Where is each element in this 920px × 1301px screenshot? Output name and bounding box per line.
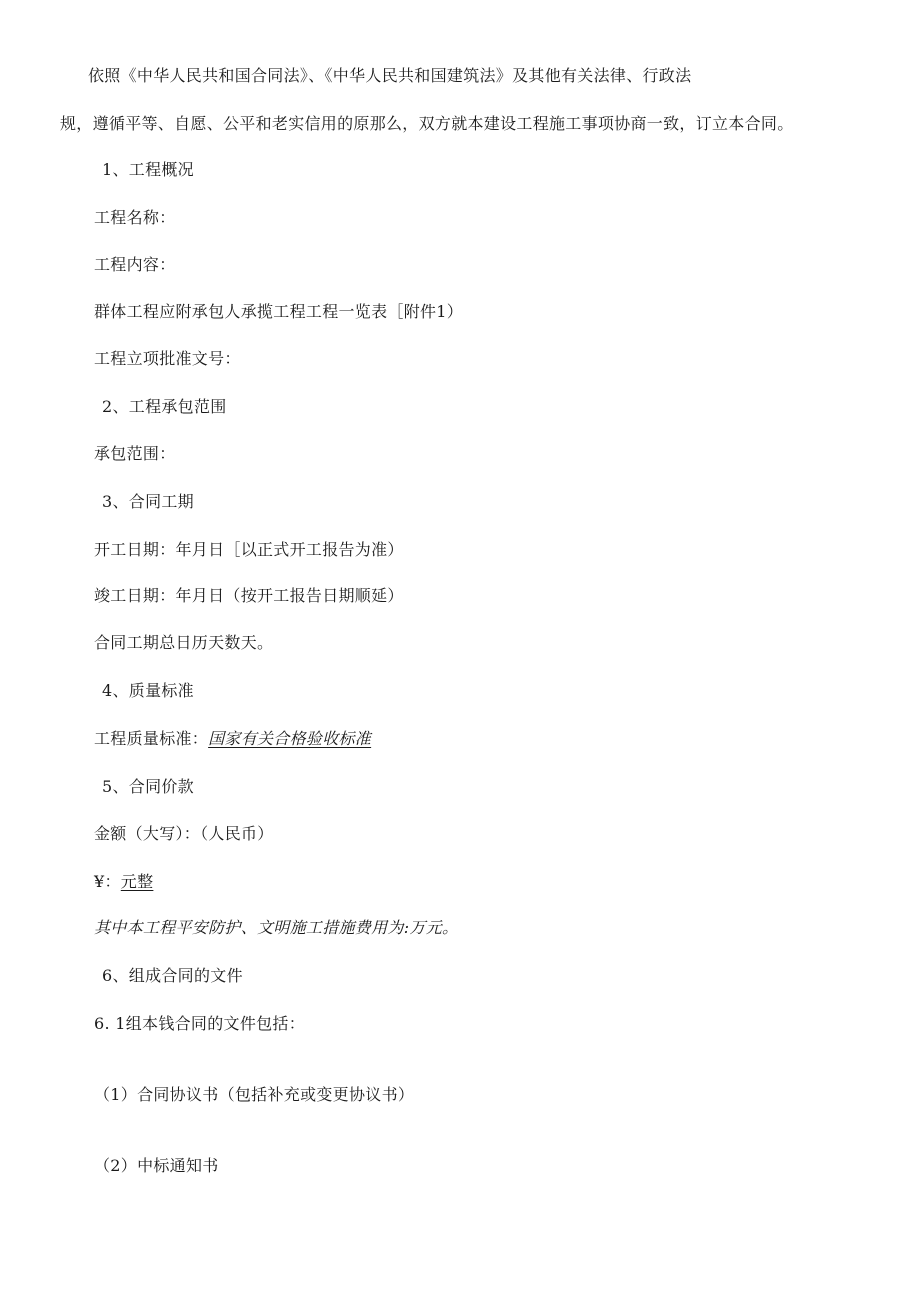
project-name-field: 工程名称： bbox=[94, 208, 176, 227]
section-2-heading: 2、工程承包范围 bbox=[102, 397, 227, 416]
yen-amount-row bbox=[94, 872, 153, 892]
group-project-note: 群体工程应附承包人承揽工程工程一览表［附件1） bbox=[94, 302, 464, 321]
quality-standard-label: 工程质量标准： bbox=[94, 729, 209, 748]
section-5-heading: 5、合同价款 bbox=[102, 777, 194, 796]
quality-standard-row bbox=[94, 729, 371, 749]
section-4-heading: 4、质量标准 bbox=[102, 681, 194, 700]
amount-field: 金额（大写）：（人民币） bbox=[94, 824, 274, 843]
completion-date-field: 竣工日期：年月日（按开工报告日期顺延） bbox=[94, 586, 404, 605]
total-days-field: 合同工期总日历天数天。 bbox=[94, 633, 274, 652]
section-1-heading: 1、工程概况 bbox=[102, 160, 194, 179]
safety-fee-note: 其中本工程平安防护、文明施工措施费用为:万元。 bbox=[94, 918, 459, 937]
yen-value: 元整 bbox=[120, 872, 154, 891]
intro-paragraph-line-1: 依照《中华人民共和国合同法》、《中华人民共和国建筑法》及其他有关法律、行政法 bbox=[88, 66, 692, 85]
intro-paragraph-line-2: 规，遵循平等、自愿、公平和老实信用的原那么，双方就本建设工程施工事项协商一致，订立本合同。 bbox=[60, 114, 794, 133]
document-item-2: （2）中标通知书 bbox=[94, 1156, 219, 1175]
approval-number-field: 工程立项批准文号： bbox=[94, 349, 241, 368]
section-6-1-heading: 6. 1组本钱合同的文件包括： bbox=[94, 1014, 306, 1033]
yen-label: ¥： bbox=[94, 872, 121, 891]
section-6-heading: 6、组成合同的文件 bbox=[102, 966, 243, 985]
scope-field: 承包范围： bbox=[94, 444, 176, 463]
quality-standard-value: 国家有关合格验收标准 bbox=[208, 729, 372, 748]
document-item-1: （1）合同协议书（包括补充或变更协议书） bbox=[94, 1085, 415, 1104]
section-3-heading: 3、合同工期 bbox=[102, 492, 194, 511]
start-date-field: 开工日期：年月日［以正式开工报告为准） bbox=[94, 540, 404, 559]
project-content-field: 工程内容： bbox=[94, 255, 176, 274]
